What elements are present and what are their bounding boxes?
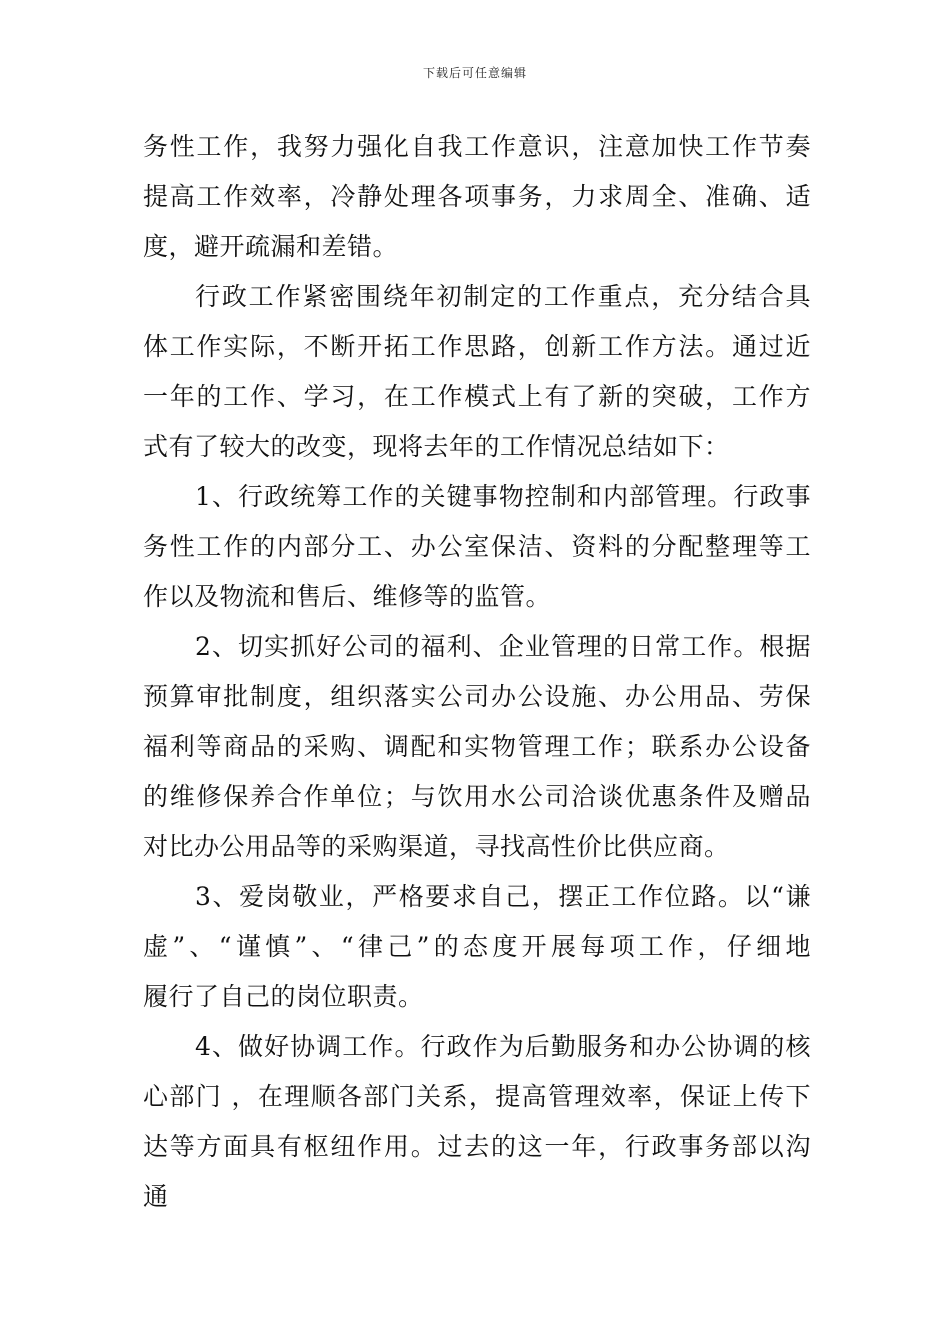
text-line: 式有了较大的改变，现将去年的工作情况总结如下： <box>143 432 730 461</box>
text-line: 行政工作紧密围绕年初制定的工作重点，充分结合具 <box>195 282 811 311</box>
text-line: 4、做好协调工作。行政作为后勤服务和办公协调的核 <box>195 1032 811 1061</box>
text-line: 度，避开疏漏和差错。 <box>143 232 399 261</box>
text-line: 履行了自己的岗位职责。 <box>143 982 424 1011</box>
text-line: 务性工作的内部分工、办公室保洁、资料的分配整理等工 <box>143 532 811 561</box>
body-text <box>143 122 811 1222</box>
page-header: 下载后可任意编辑 <box>422 66 527 80</box>
text-line: 3、爱岗敬业，严格要求自己，摆正工作位路。以“谦 <box>195 882 811 911</box>
text-line: 虚”、“谨慎”、“律己”的态度开展每项工作，仔细地 <box>143 932 811 961</box>
text-line: 体工作实际，不断开拓工作思路，创新工作方法。通过近 <box>143 332 811 361</box>
text-line: 一年的工作、学习，在工作模式上有了新的突破，工作方 <box>143 382 811 411</box>
text-line: 福利等商品的采购、调配和实物管理工作；联系办公设备 <box>143 732 811 761</box>
text-line: 2、切实抓好公司的福利、企业管理的日常工作。根据 <box>195 632 811 661</box>
text-line: 务性工作，我努力强化自我工作意识，注意加快工作节奏 <box>143 132 811 161</box>
text-line: 1、行政统筹工作的关键事物控制和内部管理。行政事 <box>195 482 811 511</box>
text-line: 心部门 ，在理顺各部门关系，提高管理效率，保证上传下 <box>143 1082 811 1111</box>
text-line: 作以及物流和售后、维修等的监管。 <box>143 582 552 611</box>
text-line: 预算审批制度，组织落实公司办公设施、办公用品、劳保 <box>143 682 811 711</box>
text-line: 的维修保养合作单位；与饮用水公司洽谈优惠条件及赠品 <box>143 782 811 811</box>
text-line: 达等方面具有枢纽作用。过去的这一年，行政事务部以沟 <box>143 1132 811 1161</box>
text-line: 提高工作效率，冷静处理各项事务，力求周全、准确、适 <box>143 182 811 211</box>
text-line: 对比办公用品等的采购渠道，寻找高性价比供应商。 <box>143 832 730 861</box>
text-line: 通 <box>143 1182 169 1211</box>
